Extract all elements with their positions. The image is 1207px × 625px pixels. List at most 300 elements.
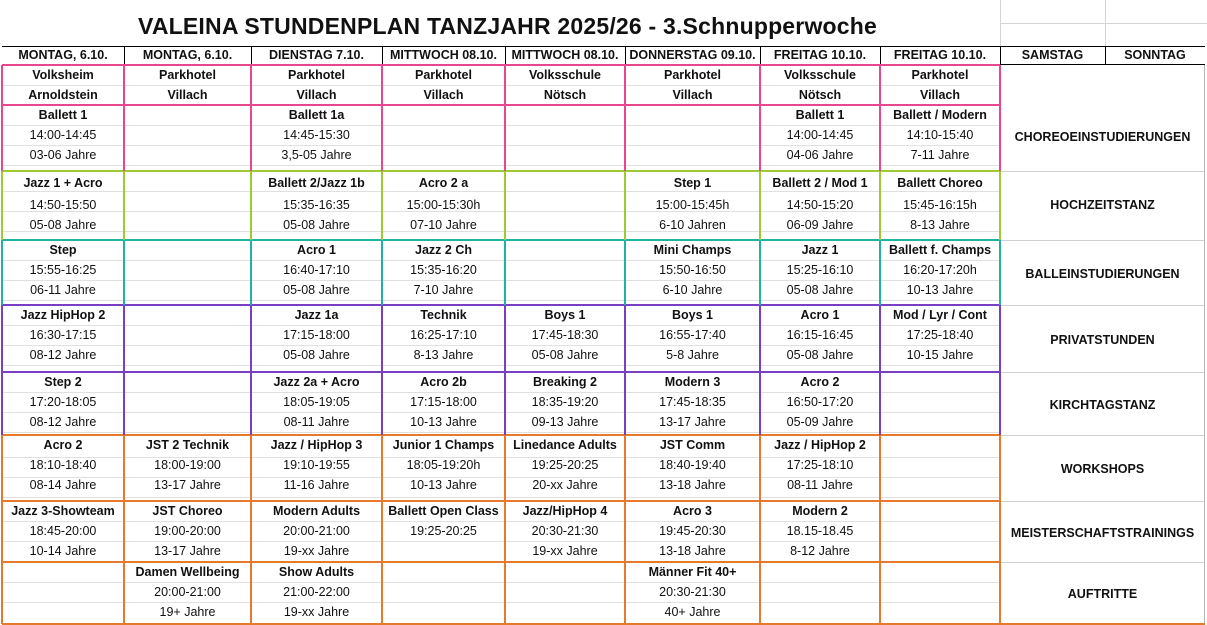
class-age: 05-08 Jahre [786,283,854,297]
band-vline [1,105,3,171]
class-name: JST Choreo [152,504,223,518]
location-cell [124,65,251,105]
class-age: 10-13 Jahre [906,283,974,297]
class-time: 20:00-21:00 [283,524,350,538]
band-vline [123,65,125,105]
band-vline [123,372,125,435]
class-cell [625,562,760,624]
class-cell [251,372,382,435]
class-age: 09-13 Jahre [531,415,599,429]
class-cell [124,562,251,624]
class-age: 10-14 Jahre [29,544,97,558]
band-vline [624,171,626,240]
class-age: 8-13 Jahre [910,218,970,232]
class-cell [2,501,124,562]
band-vline [759,240,761,305]
class-name: Acro 3 [673,504,712,518]
class-time: 17:25-18:10 [786,458,854,472]
band-vline [504,501,506,562]
class-age: 08-12 Jahre [29,415,97,429]
class-name: Ballett Choreo [897,176,983,190]
class-time: 19:25-20:25 [410,524,477,538]
class-cell [251,305,382,372]
band-vline [381,562,383,624]
day-header: FREITAG 10.10. [773,48,867,62]
location-line: Villach [423,88,464,102]
location-line: Villach [167,88,208,102]
band-vline [999,240,1001,305]
class-name: Ballett / Modern [893,108,987,122]
band-vline [999,65,1001,105]
class-name: Junior 1 Champs [392,438,495,452]
class-cell [251,562,382,624]
band-vline [759,105,761,171]
class-cell [625,372,760,435]
band-vline [250,305,252,372]
class-name: Show Adults [278,565,355,579]
class-cell [625,501,760,562]
class-time: 18:40-19:40 [659,458,726,472]
class-time: 21:00-22:00 [283,585,350,599]
class-time: 16:20-17:20h [903,263,977,277]
band-vline [381,65,383,105]
band-vline [250,562,252,624]
service-label: MEISTERSCHAFTSTRAININGS [1010,526,1195,540]
class-name: Acro 2 [800,375,840,389]
class-cell [2,171,124,240]
location-cell [760,65,880,105]
class-name: Jazz 1 + Acro [23,176,103,190]
band-vline [624,372,626,435]
day-header: MITTWOCH 08.10. [511,48,619,62]
class-cell [880,105,1000,171]
location-cell [251,65,382,105]
class-age: 40+ Jahre [664,605,721,619]
class-name: Mod / Lyr / Cont [893,308,987,322]
band-vline [504,65,506,105]
day-header: SONNTAG [1124,48,1186,62]
band-line [2,64,1000,66]
class-time: 15:35-16:20 [410,263,477,277]
class-time: 16:25-17:10 [410,328,477,342]
header-separator [760,47,761,64]
class-cell [124,501,251,562]
day-header: SAMSTAG [1021,48,1084,62]
class-name: Jazz 3-Showteam [11,504,115,518]
band-vline [759,171,761,240]
class-age: 19-xx Jahre [283,544,350,558]
class-name: Mini Champs [653,243,732,257]
location-cell [505,65,625,105]
class-age: 8-13 Jahre [413,348,474,362]
class-age: 20-xx Jahre [532,478,598,492]
class-time: 14:10-15:40 [906,128,974,142]
class-cell [124,435,251,501]
class-age: 10-13 Jahre [410,478,477,492]
class-name: Boys 1 [672,308,713,322]
band-vline [999,562,1001,624]
header-separator [251,47,252,64]
class-time: 14:00-14:45 [29,128,97,142]
band-vline [879,240,881,305]
class-cell [880,240,1000,305]
band-vline [250,372,252,435]
band-vline [759,65,761,105]
outer-border [1204,65,1205,624]
band-line [2,239,1000,241]
service-label: KIRCHTAGSTANZ [1049,398,1156,412]
class-time: 20:00-21:00 [154,585,221,599]
class-age: 13-18 Jahre [659,544,726,558]
band-vline [624,305,626,372]
class-time: 14:50-15:20 [786,198,854,212]
class-name: Jazz / HipHop 2 [774,438,866,452]
class-time: 15:35-16:35 [283,198,350,212]
class-time: 18:05-19:05 [283,395,350,409]
band-vline [504,372,506,435]
class-age: 6-10 Jahre [662,283,723,297]
band-vline [504,105,506,171]
class-time: 15:00-15:30h [406,198,481,212]
header-separator [625,47,626,64]
location-line: Volksheim [32,68,94,82]
class-name: Jazz 1 [801,243,839,257]
class-time: 20:30-21:30 [659,585,726,599]
location-line: Volksschule [783,68,857,82]
location-line: Villach [672,88,713,102]
band-vline [759,305,761,372]
class-time: 18:05-19:20h [406,458,481,472]
class-name: Ballett Open Class [388,504,499,518]
day-header: DIENSTAG 7.10. [269,48,364,62]
class-age: 7-10 Jahre [413,283,474,297]
class-age: 10-15 Jahre [906,348,974,362]
class-name: Jazz HipHop 2 [20,308,106,322]
class-cell [760,435,880,501]
class-name: Breaking 2 [533,375,597,389]
band-vline [879,171,881,240]
class-name: Jazz 2a + Acro [273,375,360,389]
class-time: 15:25-16:10 [786,263,854,277]
day-header: MONTAG, 6.10. [18,48,108,62]
class-age: 06-11 Jahre [30,283,96,297]
class-name: Step 1 [673,176,712,190]
class-cell [880,305,1000,372]
location-cell [625,65,760,105]
class-name: Modern Adults [272,504,361,518]
class-age: 06-09 Jahre [786,218,854,232]
band-vline [624,435,626,501]
band-line [2,304,1000,306]
band-vline [381,501,383,562]
class-cell [880,171,1000,240]
class-name: Acro 2 [43,438,83,452]
class-cell [760,105,880,171]
class-cell [760,305,880,372]
class-cell [505,305,625,372]
class-time: 18:00-19:00 [154,458,221,472]
band-vline [250,65,252,105]
class-age: 05-08 Jahre [29,218,97,232]
band-vline [759,562,761,624]
band-vline [381,435,383,501]
class-age: 8-12 Jahre [790,544,850,558]
service-separator [1000,501,1205,502]
class-name: Jazz/HipHop 4 [522,504,608,518]
title-grid-cell [1105,0,1207,24]
location-line: Parkhotel [911,68,969,82]
band-vline [123,105,125,171]
class-time: 19:25-20:25 [531,458,599,472]
class-age: 13-17 Jahre [659,415,726,429]
header-separator [1105,47,1106,64]
class-time: 17:20-18:05 [29,395,97,409]
class-age: 19+ Jahre [159,605,216,619]
class-cell [382,501,505,562]
band-vline [999,501,1001,562]
band-vline [504,562,506,624]
title-grid-cell [1000,0,1105,24]
band-vline [123,240,125,305]
band-vline [250,171,252,240]
band-vline [1,240,3,305]
service-label: WORKSHOPS [1060,462,1145,476]
class-age: 13-17 Jahre [154,478,221,492]
class-cell [2,372,124,435]
class-cell [760,240,880,305]
class-age: 7-11 Jahre [910,148,970,162]
service-label: HOCHZEITSTANZ [1050,198,1155,212]
band-vline [879,372,881,435]
class-time: 16:30-17:15 [29,328,97,342]
band-vline [879,305,881,372]
band-vline [759,501,761,562]
class-cell [251,171,382,240]
band-vline [381,372,383,435]
class-cell [625,171,760,240]
class-cell [505,501,625,562]
class-name: Ballett 2 / Mod 1 [772,176,868,190]
band-vline [381,305,383,372]
class-time: 18:35-19:20 [531,395,599,409]
band-vline [504,240,506,305]
class-time: 16:15-16:45 [786,328,854,342]
class-name: Ballett 1a [288,108,345,122]
service-separator [1000,171,1205,172]
band-vline [999,171,1001,240]
class-age: 6-10 Jahren [659,218,726,232]
class-age: 05-08 Jahre [283,218,350,232]
band-vline [624,105,626,171]
band-vline [381,171,383,240]
class-name: Männer Fit 40+ [648,565,737,579]
class-time: 15:00-15:45h [655,198,730,212]
band-vline [123,562,125,624]
band-vline [123,501,125,562]
class-cell [760,171,880,240]
class-age: 13-18 Jahre [659,478,726,492]
location-line: Villach [919,88,961,102]
location-line: Parkhotel [664,68,721,82]
band-vline [250,240,252,305]
day-header: FREITAG 10.10. [893,48,987,62]
service-separator [1000,435,1205,436]
class-cell [251,501,382,562]
class-name: Damen Wellbeing [135,565,240,579]
class-name: Acro 1 [800,308,840,322]
band-vline [624,65,626,105]
service-label: AUFTRITTE [1067,587,1138,601]
class-name: Technik [420,308,467,322]
class-cell [760,501,880,562]
class-name: Boys 1 [544,308,586,322]
location-line: Parkhotel [159,68,216,82]
location-line: Nötsch [798,88,842,102]
class-cell [382,240,505,305]
band-vline [1,171,3,240]
class-name: Jazz 2 Ch [415,243,472,257]
class-name: Jazz 1a [294,308,339,322]
class-cell [2,435,124,501]
class-cell [625,240,760,305]
class-age: 03-06 Jahre [29,148,97,162]
band-vline [504,171,506,240]
class-cell [251,435,382,501]
band-vline [624,501,626,562]
band-vline [879,65,881,105]
band-vline [879,562,881,624]
class-name: Step [49,243,77,257]
class-time: 18.15-18.45 [786,524,854,538]
location-line: Nötsch [543,88,587,102]
schedule-grid [0,65,1207,625]
class-name: Modern 3 [664,375,721,389]
class-age: 19-xx Jahre [283,605,350,619]
band-vline [999,105,1001,171]
class-name: Ballett f. Champs [888,243,992,257]
header-separator [505,47,506,64]
class-cell [505,435,625,501]
band-vline [1,435,3,501]
class-time: 16:40-17:10 [283,263,350,277]
class-age: 05-08 Jahre [786,348,854,362]
class-cell [760,372,880,435]
location-line: Parkhotel [415,68,472,82]
class-time: 16:50-17:20 [786,395,854,409]
class-name: Acro 1 [297,243,336,257]
service-separator [1000,372,1205,373]
day-header: DONNERSTAG 09.10. [629,48,756,62]
class-age: 5-8 Jahre [666,348,719,362]
band-vline [1,65,3,105]
location-cell [2,65,124,105]
band-vline [504,305,506,372]
band-vline [123,305,125,372]
class-age: 05-08 Jahre [283,348,350,362]
class-time: 18:45-20:00 [29,524,97,538]
class-name: Jazz / HipHop 3 [270,438,363,452]
band-vline [759,435,761,501]
class-time: 16:55-17:40 [659,328,726,342]
band-line [2,170,1000,172]
day-header: MONTAG, 6.10. [142,48,233,62]
class-time: 17:45-18:30 [531,328,599,342]
class-age: 10-13 Jahre [410,415,477,429]
band-vline [624,240,626,305]
class-age: 13-17 Jahre [154,544,221,558]
band-vline [879,105,881,171]
band-vline [1,562,3,624]
class-name: Ballett 1 [38,108,88,122]
class-cell [505,372,625,435]
location-line: Volksschule [528,68,602,82]
class-name: Ballett 1 [795,108,845,122]
class-name: Modern 2 [792,504,848,518]
class-time: 14:00-14:45 [786,128,854,142]
class-age: 08-11 Jahre [787,478,853,492]
class-age: 08-12 Jahre [29,348,97,362]
location-line: Villach [296,88,337,102]
class-cell [382,372,505,435]
day-header-row [2,46,1205,65]
class-cell [382,435,505,501]
class-name: JST 2 Technik [145,438,230,452]
band-vline [123,435,125,501]
title-area [0,0,1207,46]
band-line [2,561,1000,563]
class-age: 04-06 Jahre [786,148,854,162]
band-vline [504,435,506,501]
band-vline [250,105,252,171]
class-cell [2,240,124,305]
service-separator [1000,562,1205,563]
band-vline [624,562,626,624]
title-grid-cell [1105,24,1207,46]
band-line [2,371,1000,373]
class-cell [251,105,382,171]
class-age: 11-16 Jahre [283,478,350,492]
class-time: 19:10-19:55 [283,458,350,472]
class-time: 14:45-15:30 [283,128,350,142]
band-line [2,500,1000,502]
class-cell [382,171,505,240]
class-age: 08-14 Jahre [29,478,97,492]
class-time: 19:45-20:30 [659,524,726,538]
band-vline [759,372,761,435]
class-age: 05-09 Jahre [786,415,854,429]
class-time: 15:55-16:25 [29,263,97,277]
class-time: 17:45-18:35 [659,395,726,409]
header-separator [1000,47,1001,64]
service-label: BALLEINSTUDIERUNGEN [1025,267,1180,281]
class-name: Ballett 2/Jazz 1b [268,176,365,190]
class-time: 18:10-18:40 [29,458,97,472]
service-label: CHOREOEINSTUDIERUNGEN [1014,130,1191,144]
service-separator [1000,305,1205,306]
header-separator [124,47,125,64]
class-name: JST Comm [659,438,726,452]
class-age: 07-10 Jahre [410,218,477,232]
header-separator [880,47,881,64]
page-title: VALEINA STUNDENPLAN TANZJAHR 2025/26 - 3.Schnupperwoche [138,13,878,39]
header-separator [382,47,383,64]
band-vline [250,435,252,501]
location-line: Arnoldstein [28,88,98,102]
class-name: Acro 2 a [418,176,469,190]
class-age: 08-11 Jahre [283,415,350,429]
class-cell [2,105,124,171]
class-age: 3,5-05 Jahre [281,148,352,162]
